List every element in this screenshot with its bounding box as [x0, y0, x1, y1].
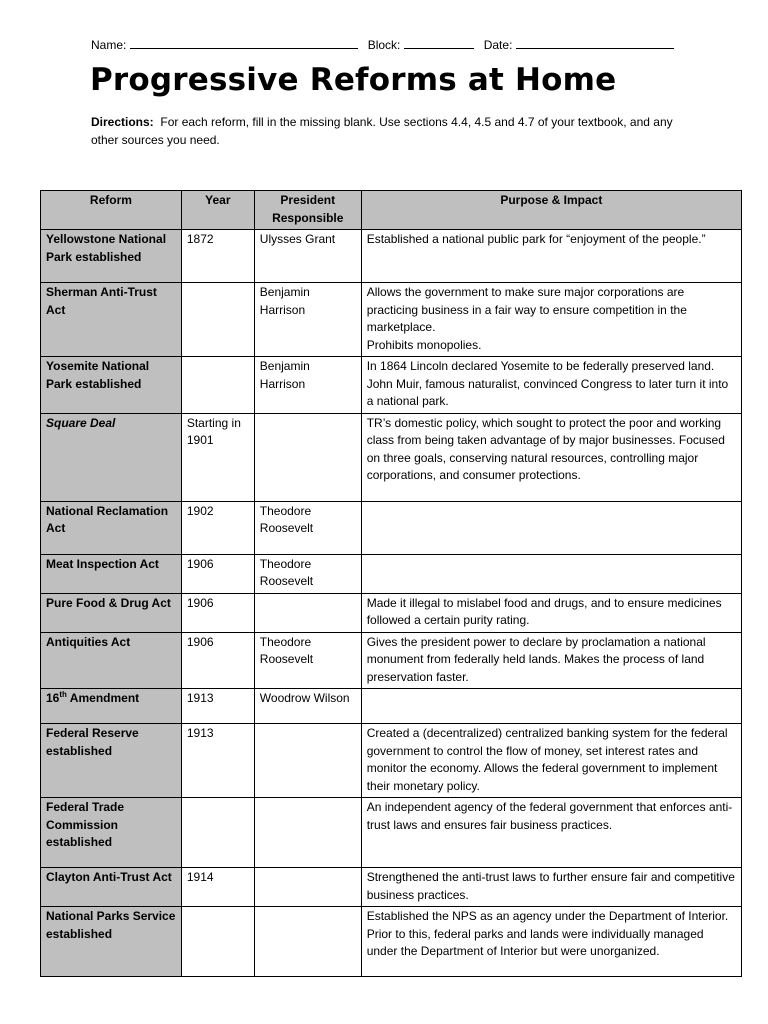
table-row	[41, 868, 742, 907]
name-blank[interactable]	[130, 36, 358, 49]
year-cell[interactable]: 1872	[181, 230, 254, 283]
president-cell[interactable]: Theodore Roosevelt	[254, 632, 361, 689]
header-year: Year	[181, 191, 254, 230]
reform-cell: National Reclamation Act	[41, 501, 182, 554]
purpose-cell[interactable]: An independent agency of the federal government that enforces anti-trust laws and ensures fair business practices.	[361, 798, 741, 868]
amendment-number: 16	[46, 691, 60, 705]
purpose-cell[interactable]: Made it illegal to mislabel food and drugs, and to ensure medicines followed a certain purity rating.	[361, 593, 741, 632]
year-cell[interactable]: 1906	[181, 554, 254, 593]
purpose-cell[interactable]	[361, 554, 741, 593]
table-row	[41, 230, 742, 283]
directions	[91, 113, 691, 149]
table-row	[41, 632, 742, 689]
page-title: Progressive Reforms at Home	[90, 62, 617, 98]
president-cell[interactable]	[254, 724, 361, 798]
table-row	[41, 798, 742, 868]
year-cell[interactable]: 1913	[181, 724, 254, 798]
president-cell[interactable]: Theodore Roosevelt	[254, 501, 361, 554]
purpose-cell[interactable]	[361, 501, 741, 554]
reform-cell: Meat Inspection Act	[41, 554, 182, 593]
president-cell[interactable]: Benjamin Harrison	[254, 283, 361, 357]
purpose-cell[interactable]: Gives the president power to declare by proclamation a national monument from federally held lands. Makes the process of land preservation faster.	[361, 632, 741, 689]
purpose-cell[interactable]: In 1864 Lincoln declared Yosemite to be federally preserved land. John Muir, famous naturalist, convinced Congress to later turn it into a national park.	[361, 357, 741, 414]
purpose-cell[interactable]	[361, 689, 741, 724]
date-blank[interactable]	[516, 36, 674, 49]
year-cell[interactable]: 1906	[181, 593, 254, 632]
reform-cell: Federal Trade Commission established	[41, 798, 182, 868]
table-row	[41, 724, 742, 798]
reform-cell: Federal Reserve established	[41, 724, 182, 798]
directions-text: For each reform, fill in the missing blank. Use sections 4.4, 4.5 and 4.7 of your textbook, and any other sources you need.	[91, 115, 673, 147]
president-cell[interactable]	[254, 798, 361, 868]
reform-cell: Clayton Anti-Trust Act	[41, 868, 182, 907]
header-reform: Reform	[41, 191, 182, 230]
president-cell[interactable]	[254, 868, 361, 907]
block-label: Block:	[367, 38, 401, 52]
directions-label: Directions:	[91, 115, 154, 129]
table-row	[41, 593, 742, 632]
purpose-cell[interactable]: Established a national public park for “enjoyment of the people.”	[361, 230, 741, 283]
reform-cell	[41, 413, 182, 501]
student-info-line	[91, 36, 680, 52]
table-row	[41, 554, 742, 593]
reform-cell: Sherman Anti-Trust Act	[41, 283, 182, 357]
president-cell[interactable]: Benjamin Harrison	[254, 357, 361, 414]
year-cell[interactable]: Starting in 1901	[181, 413, 254, 501]
amendment-ordinal: th	[59, 690, 67, 699]
table-row	[41, 689, 742, 724]
president-cell[interactable]: Woodrow Wilson	[254, 689, 361, 724]
reform-cell: Antiquities Act	[41, 632, 182, 689]
year-cell[interactable]	[181, 357, 254, 414]
purpose-cell[interactable]: Strengthened the anti-trust laws to further ensure fair and competitive business practices.	[361, 868, 741, 907]
purpose-cell[interactable]: Created a (decentralized) centralized banking system for the federal government to control the flow of money, set interest rates and monitor the economy. Allows the federal government to implement their monetary policy.	[361, 724, 741, 798]
table-header-row	[41, 191, 742, 230]
year-cell[interactable]: 1913	[181, 689, 254, 724]
date-label: Date:	[483, 38, 513, 52]
reform-name: Square Deal	[46, 415, 116, 430]
table-row	[41, 357, 742, 414]
president-cell[interactable]	[254, 413, 361, 501]
year-cell[interactable]: 1914	[181, 868, 254, 907]
year-cell[interactable]: 1906	[181, 632, 254, 689]
president-cell[interactable]: Theodore Roosevelt	[254, 554, 361, 593]
table-row	[41, 907, 742, 977]
year-cell[interactable]	[181, 907, 254, 977]
president-cell[interactable]: Ulysses Grant	[254, 230, 361, 283]
block-blank[interactable]	[404, 36, 474, 49]
table-row	[41, 501, 742, 554]
purpose-cell[interactable]: TR’s domestic policy, which sought to protect the poor and working class from being taken advantage of by major businesses. Focused on three goals, conserving natural resources, controlling major corporations, and consumer protections.	[361, 413, 741, 501]
reform-cell	[41, 689, 182, 724]
president-cell[interactable]	[254, 593, 361, 632]
amendment-word: Amendment	[66, 691, 140, 705]
reform-cell: National Parks Service established	[41, 907, 182, 977]
name-label: Name:	[91, 38, 127, 52]
reform-cell: Yellowstone National Park established	[41, 230, 182, 283]
reform-cell: Pure Food & Drug Act	[41, 593, 182, 632]
year-cell[interactable]: 1902	[181, 501, 254, 554]
purpose-cell[interactable]: Established the NPS as an agency under the Department of Interior. Prior to this, federal parks and lands were individually managed under the Department of Interior but were unorganized.	[361, 907, 741, 977]
year-cell[interactable]	[181, 798, 254, 868]
header-president: President Responsible	[254, 191, 361, 230]
president-cell[interactable]	[254, 907, 361, 977]
year-cell[interactable]	[181, 283, 254, 357]
table-row	[41, 283, 742, 357]
purpose-cell[interactable]: Allows the government to make sure major corporations are practicing business in a fair way to ensure competition in the marketplace. Prohibits monopolies.	[361, 283, 741, 357]
header-purpose: Purpose & Impact	[361, 191, 741, 230]
reforms-table	[40, 190, 742, 977]
reform-cell: Yosemite National Park established	[41, 357, 182, 414]
table-row	[41, 413, 742, 501]
